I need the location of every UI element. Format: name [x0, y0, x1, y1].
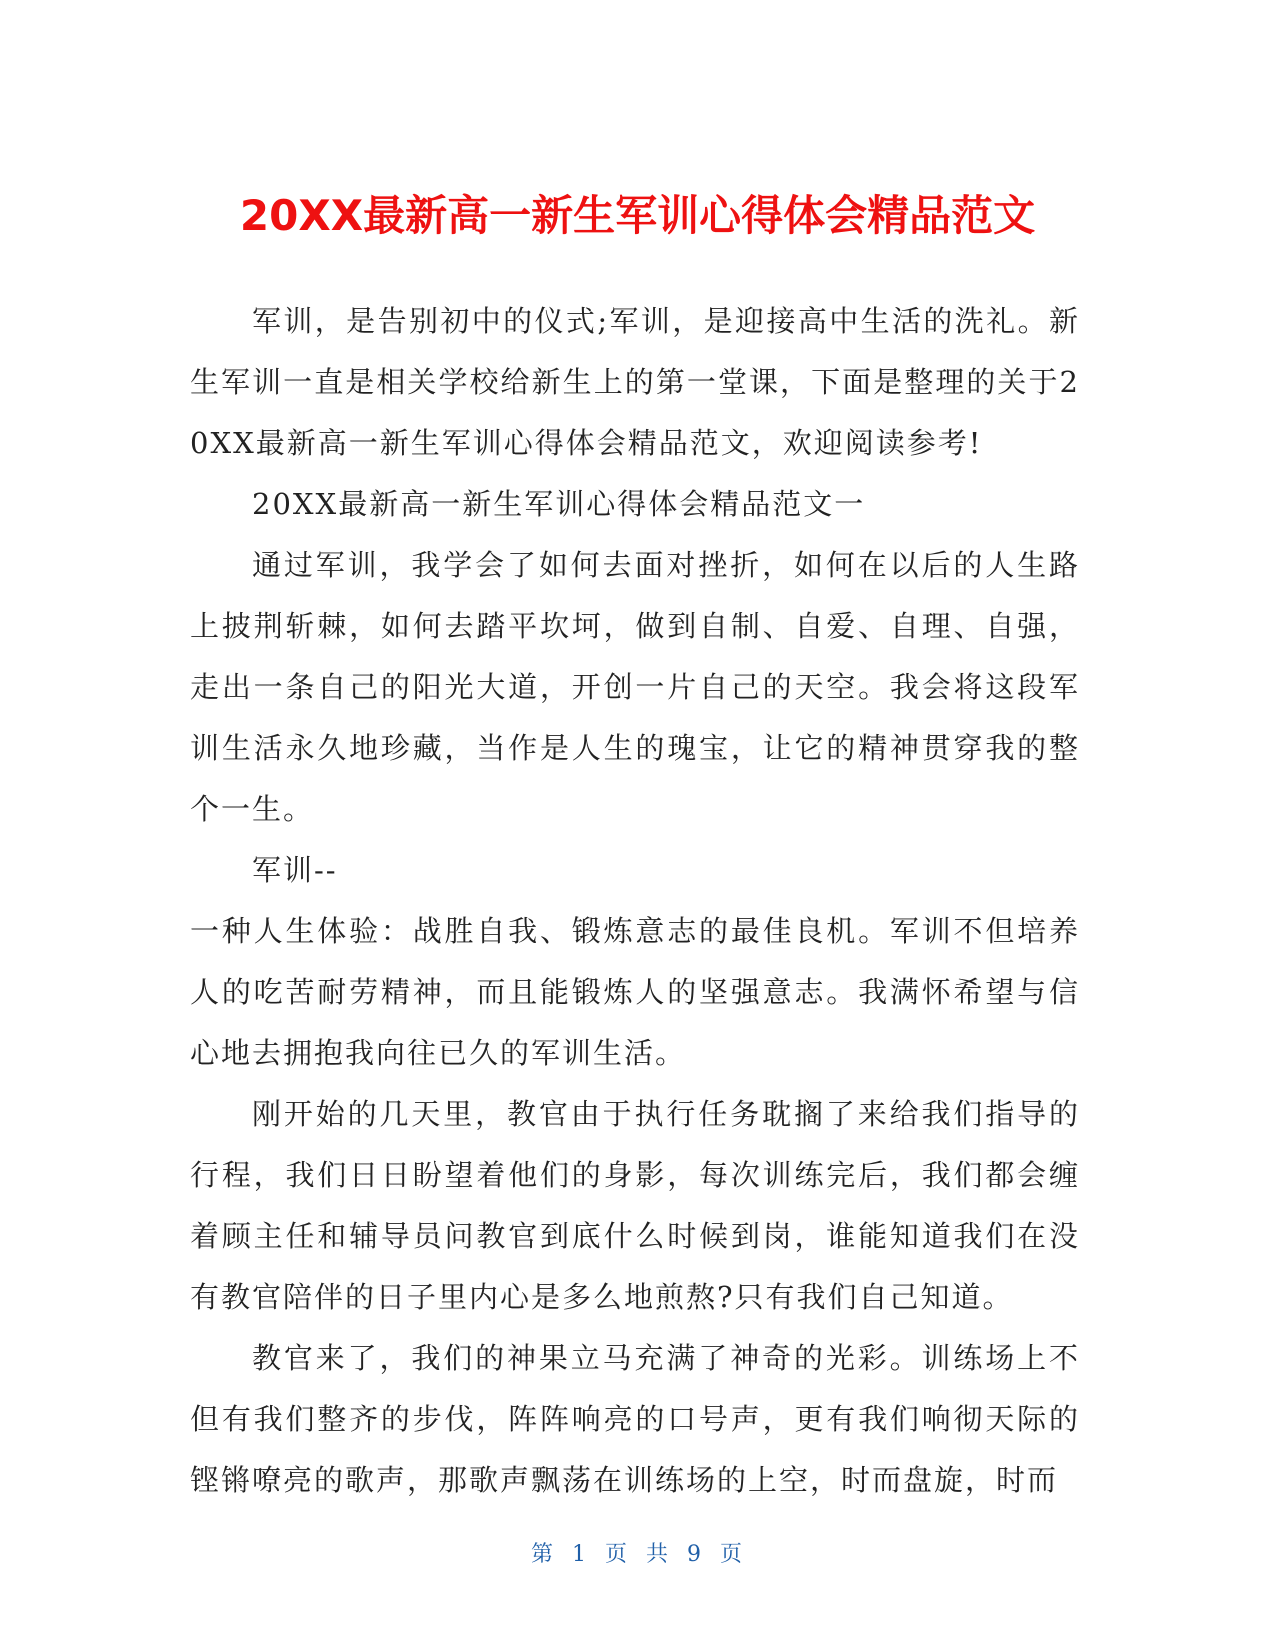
paragraph-3: 一种人生体验：战胜自我、锻炼意志的最佳良机。军训不但培养人的吃苦耐劳精神，而且能锻炼人的坚强意志。我满怀希望与信心地去拥抱我向往已久的军训生活。	[190, 914, 1080, 1070]
page-number-footer: 第 1 页 共 9 页	[531, 1542, 744, 1567]
paragraph-4: 刚开始的几天里，教官由于执行任务耽搁了来给我们指导的行程，我们日日盼望着他们的身影，每次训练完后，我们都会缠着顾主任和辅导员问教官到底什么时候到岗，谁能知道我们在没有教官陪伴的日子里内心是多么地煎熬?只有我们自己知道。	[190, 1097, 1080, 1314]
paragraph-intro: 军训，是告别初中的仪式;军训，是迎接高中生活的洗礼。新生军训一直是相关学校给新生上的第一堂课，下面是整理的关于20XX最新高一新生军训心得体会精品范文，欢迎阅读参考!	[190, 304, 1080, 460]
paragraph-5: 教官来了，我们的神果立马充满了神奇的光彩。训练场上不但有我们整齐的步伐，阵阵响亮的口号声，更有我们响彻天际的铿锵嘹亮的歌声，那歌声飘荡在训练场的上空，时而盘旋，时而	[190, 1341, 1080, 1497]
document-title: 20XX最新高一新生军训心得体会精品范文	[239, 191, 1036, 241]
document-body	[190, 291, 1080, 1511]
paragraph-1: 通过军训，我学会了如何去面对挫折，如何在以后的人生路上披荆斩棘，如何去踏平坎坷，做到自制、自爱、自理、自强，走出一条自己的阳光大道，开创一片自己的天空。我会将这段军训生活永久地珍藏，当作是人生的瑰宝，让它的精神贯穿我的整个一生。	[190, 548, 1080, 826]
section-heading: 20XX最新高一新生军训心得体会精品范文一	[252, 487, 866, 521]
paragraph-2: 军训--	[252, 853, 338, 887]
